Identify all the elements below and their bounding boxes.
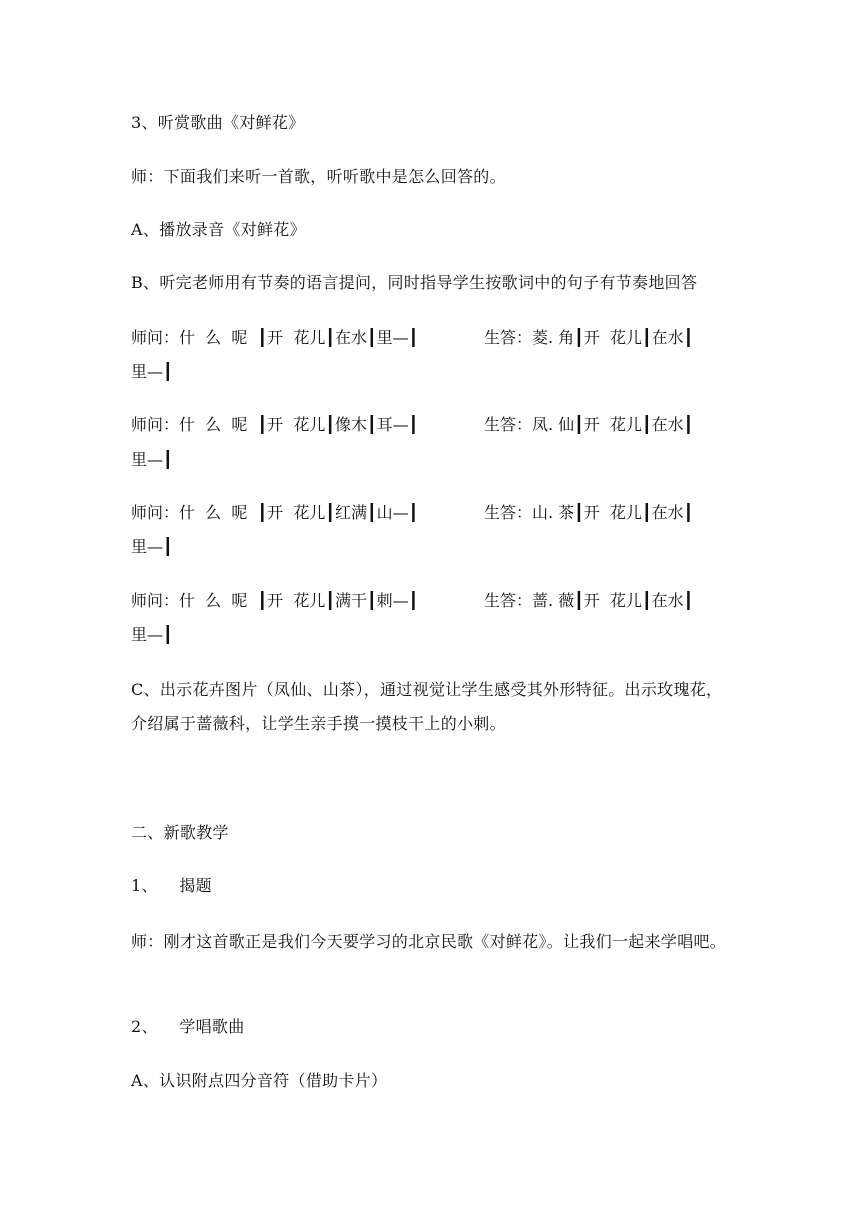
step-a-dotted-quarter-note: A、认识附点四分音符（借助卡片） [131,1071,388,1090]
qa-answer-4: 生答：蔷. 薇┃开 花儿┃在水┃ [484,591,694,610]
qa-answer-2-continued: 里—┃ [131,450,173,469]
qa-question-3: 师问：什 么 呢 ┃开 花儿┃红满┃山—┃ [131,503,419,522]
qa-answer-1-continued: 里—┃ [131,362,173,381]
qa-question-1: 师问：什 么 呢 ┃开 花儿┃在水┃里—┃ [131,328,419,347]
teacher-line-song-intro: 师：刚才这首歌正是我们今天要学习的北京民歌《对鲜花》。让我们一起来学唱吧。 [131,932,727,951]
step-b-rhythm-question: B、听完老师用有节奏的语言提问，同时指导学生按歌词中的句子有节奏地回答 [131,273,698,292]
section-heading-listen: 3、听赏歌曲《对鲜花》 [131,113,305,132]
qa-answer-3-continued: 里—┃ [131,537,173,556]
qa-answer-4-continued: 里—┃ [131,625,173,644]
qa-answer-3: 生答：山. 茶┃开 花儿┃在水┃ [484,503,694,522]
step-2-learn-song: 2、 学唱歌曲 [131,1017,245,1036]
qa-question-2: 师问：什 么 呢 ┃开 花儿┃像木┃耳—┃ [131,415,419,434]
step-a-play-recording: A、播放录音《对鲜花》 [131,220,306,239]
step-c-show-pictures: C、出示花卉图片（凤仙、山茶），通过视觉让学生感受其外形特征。出示玫瑰花，介绍属于蔷薇科，让学生亲手摸一摸枝干上的小刺。 [131,680,723,733]
step-1-reveal-title: 1、 揭题 [131,876,212,895]
section-heading-new-song: 二、新歌教学 [131,823,229,842]
qa-answer-2: 生答：凤. 仙┃开 花儿┃在水┃ [484,415,694,434]
qa-question-4: 师问：什 么 呢 ┃开 花儿┃满干┃刺—┃ [131,591,419,610]
teacher-line-intro: 师：下面我们来听一首歌，听听歌中是怎么回答的。 [131,167,506,186]
qa-answer-1: 生答：菱. 角┃开 花儿┃在水┃ [484,328,694,347]
